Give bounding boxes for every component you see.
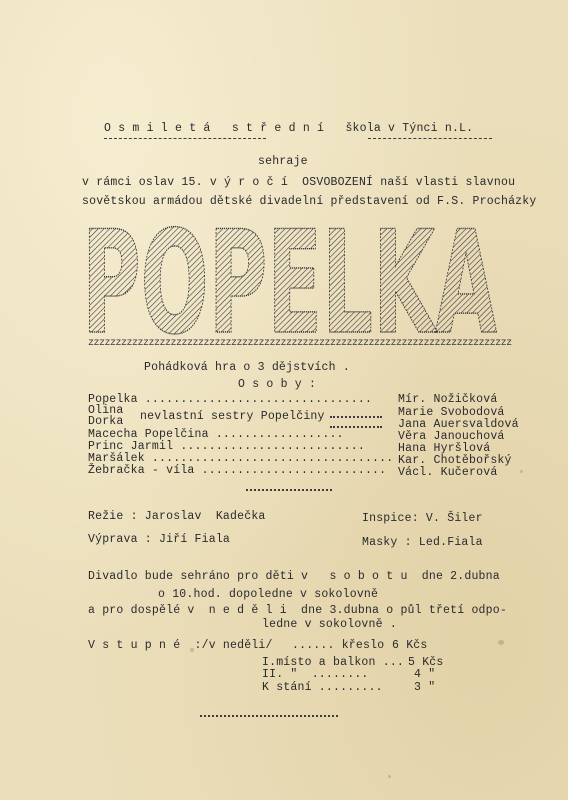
- actor-auersvaldova: Jana Auersvaldová: [398, 418, 519, 431]
- paper-speck: [190, 648, 194, 652]
- underline-dash: [368, 138, 492, 139]
- schedule-kids: Divadlo bude sehráno pro děti v s o b o t u dne 2.dubna: [88, 570, 500, 583]
- role-zebracka: Žebračka - víla ..........................: [88, 464, 387, 477]
- price-value: 6 Kčs: [392, 639, 428, 652]
- separator-dots: [246, 489, 332, 491]
- schedule-adults-place: ledne v sokolovně .: [262, 618, 397, 631]
- actor-nozickova: Mír. Nožičková: [398, 393, 498, 406]
- decorative-rule: zzzzzzzzzzzzzzzzzzzzzzzzzzzzzzzzzzzzzzzzzzzzzzzzzzzzzzzzzzzzzzzzzzzzzzzzzzzzz: [88, 338, 512, 349]
- credit-design: Výprava : Jiří Fiala: [88, 533, 231, 546]
- sisters-label: nevlastní sestry Popelčiny: [140, 410, 325, 423]
- price-value: 4 ": [414, 668, 436, 681]
- price-item: ...... křeslo: [292, 639, 385, 652]
- role-marsalek: Maršálek ..................................: [88, 452, 394, 465]
- credit-direction: Režie : Jaroslav Kadečka: [88, 510, 266, 523]
- occasion-line-2: sovětskou armádou dětské divadelní představení od F.S. Procházky: [82, 195, 537, 208]
- role-macecha: Macecha Popelčina ..................: [88, 428, 344, 441]
- role-dorka: Dorka: [88, 415, 124, 428]
- presents-line: sehraje: [258, 155, 308, 168]
- role-princ: Princ Jarmil ..........................: [88, 440, 365, 453]
- cast-heading: O s o b y :: [238, 378, 317, 391]
- credit-inspection: Inspice: V. Šiler: [362, 512, 483, 525]
- actor-janouchova: Věra Janouchová: [398, 430, 505, 443]
- actor-hyrslova: Hana Hyršlová: [398, 442, 491, 455]
- admission-label: V s t u p n é :/v neděli/: [88, 639, 273, 652]
- actor-svobodova: Marie Svobodová: [398, 406, 505, 419]
- schedule-adults: a pro dospělé v n e d ě l i dne 3.dubna o půl třetí odpo-: [88, 604, 507, 617]
- price-item: I.místo a balkon ...: [262, 656, 405, 669]
- closing-dots: [200, 715, 338, 717]
- school-name: O s m i l e t á s t ř e d n í škola v Týnci n.L.: [104, 122, 474, 135]
- paper-speck: [520, 470, 523, 473]
- paper-speck: [498, 640, 504, 645]
- actor-chotebořsky: Kar. Chotěbořský: [398, 454, 512, 467]
- title-text: POPELKA: [82, 222, 498, 342]
- paper-speck: [388, 775, 391, 778]
- role-popelka: Popelka ................................: [88, 393, 373, 406]
- underline-dash: [104, 138, 266, 139]
- schedule-kids-time: o 10.hod. dopoledne v sokolovně: [158, 588, 379, 601]
- occasion-line: v rámci oslav 15. v ý r o č í OSVOBOZENÍ naší vlasti slavnou: [82, 176, 516, 189]
- play-subtitle: Pohádková hra o 3 dějstvích .: [144, 361, 350, 374]
- leader-dots: [330, 416, 382, 418]
- price-value: 3 ": [414, 681, 436, 694]
- credit-makeup: Masky : Led.Fiala: [362, 536, 483, 549]
- title-popelka: [82, 222, 502, 342]
- actor-kucerova: Václ. Kučerová: [398, 466, 498, 479]
- role-olina: Olina: [88, 404, 124, 417]
- price-item: K stání .........: [262, 681, 383, 694]
- price-item: II. " ........: [262, 668, 369, 681]
- price-value: 5 Kčs: [408, 656, 444, 669]
